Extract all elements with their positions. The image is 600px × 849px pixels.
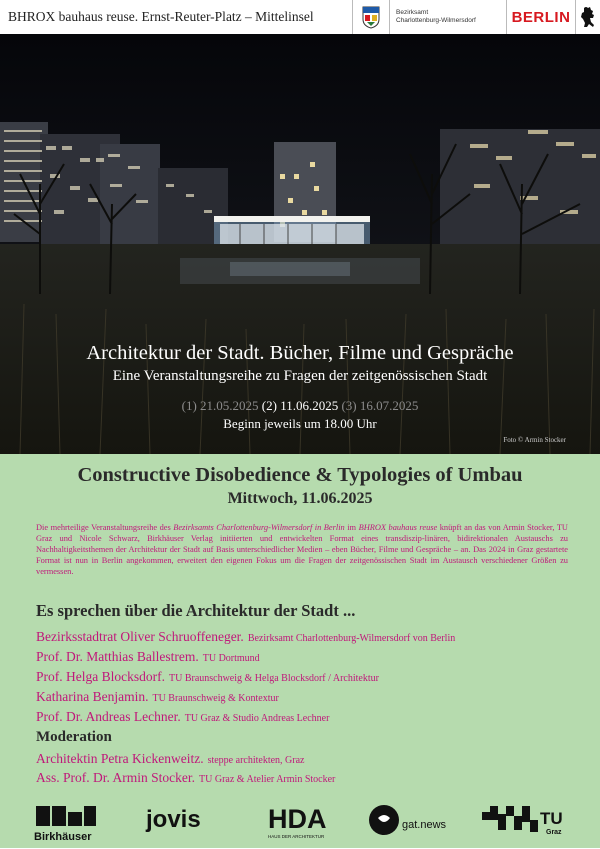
- venue-title: BHROX bauhaus reuse. Ernst-Reuter-Platz – Mittelinsel: [0, 0, 353, 34]
- speaker-name: Prof. Dr. Andreas Lechner.: [36, 709, 181, 724]
- series-dates: [0, 398, 600, 414]
- hda-logo: [268, 802, 338, 847]
- date-3: (3) 16.07.2025: [341, 398, 419, 413]
- speaker-row: [36, 668, 379, 686]
- speaker-affiliation: TU Braunschweig & Helga Blocksdorf / Architektur: [168, 673, 379, 684]
- gat-wordmark: gat.news: [402, 819, 447, 831]
- gat-logo: [368, 804, 452, 845]
- berlin-bear-icon: [576, 0, 600, 34]
- moderator-row: [36, 769, 335, 787]
- desc-part-3: knüpft an das von Armin Stocker, TU Graz und Nicole Schwarz, Birkhäuser Verlag initiierten und entwickelten Format eines transdiszip-linären, bidirektionalen Austauschs zu Nachhaltigkeitsthemen der Architektur der Stadt auf Basis unterschiedlicher Medien – eben Bücher, Filme und Gespräche – an. Das 2024 in Graz gestartete Format ist nun in Berlin angekommen, erweitert den eigenen Fokus um die Fragen der zeitgenössischen Stadt im Austausch verschiedener Größen zu vermessen.: [36, 523, 568, 576]
- desc-italic-1: Bezirksamts Charlottenburg-Wilmersdorf in Berlin: [173, 523, 345, 532]
- series-heading: Architektur der Stadt. Bücher, Filme und Gespräche: [86, 342, 514, 364]
- speaker-name: Prof. Helga Blocksdorf.: [36, 669, 165, 684]
- speaker-row: [36, 708, 329, 726]
- desc-part-1: Die mehrteilige Veranstaltungsreihe des: [36, 523, 174, 532]
- date-1: (1) 21.05.2025: [181, 398, 259, 413]
- district-office-label: [390, 0, 507, 34]
- desc-part-2: im: [344, 523, 359, 532]
- moderator-affiliation: TU Graz & Atelier Armin Stocker: [199, 774, 336, 785]
- header-photo: [0, 34, 600, 454]
- speaker-row: [36, 648, 260, 666]
- berlin-wordmark: BERLIN: [507, 0, 576, 34]
- moderation-heading: Moderation: [36, 729, 112, 745]
- tu-wordmark: TU: [540, 809, 563, 828]
- hda-wordmark: HDA: [268, 804, 327, 834]
- partner-logos: [0, 796, 600, 848]
- speaker-affiliation: TU Dortmund: [202, 653, 260, 664]
- office-line-2: Charlottenburg-Wilmersdorf: [396, 17, 476, 24]
- speaker-affiliation: Bezirksamt Charlottenburg-Wilmersdorf von Berlin: [247, 633, 456, 644]
- night-city-photo: [0, 34, 600, 454]
- speaker-affiliation: TU Braunschweig & Kontextur: [152, 693, 279, 704]
- header-bar: [0, 0, 600, 34]
- event-title: Constructive Disobedience & Typologies of Umbau: [77, 464, 523, 486]
- speakers-heading: Es sprechen über die Architektur der Stadt ...: [36, 601, 356, 620]
- series-subheading: Eine Veranstaltungsreihe zu Fragen der zeitgenössischen Stadt: [112, 368, 488, 384]
- tu-graz-logo: [480, 802, 564, 847]
- speaker-row: [36, 688, 279, 706]
- moderator-affiliation: steppe architekten, Graz: [207, 755, 305, 766]
- speaker-affiliation: TU Graz & Studio Andreas Lechner: [184, 713, 330, 724]
- moderator-name: Ass. Prof. Dr. Armin Stocker.: [36, 770, 196, 785]
- office-line-1: Bezirksamt: [396, 9, 429, 16]
- speaker-name: Prof. Dr. Matthias Ballestrem.: [36, 649, 199, 664]
- jovis-logo: jovis: [146, 806, 201, 833]
- speaker-name: Katharina Benjamin.: [36, 689, 149, 704]
- birkhauser-logo: [34, 804, 98, 849]
- date-2: (2) 11.06.2025: [261, 398, 339, 413]
- desc-italic-2: BHROX bauhaus reuse: [358, 523, 438, 532]
- event-description: [36, 522, 568, 577]
- moderator-row: [36, 750, 304, 768]
- birkhauser-wordmark: Birkhäuser: [34, 831, 92, 843]
- speaker-name: Bezirksstadtrat Oliver Schruoffeneger.: [36, 629, 244, 644]
- tu-subtitle: Graz: [546, 829, 562, 836]
- moderator-name: Architektin Petra Kickenweitz.: [36, 751, 204, 766]
- hda-subtitle: HAUS DER ARCHITEKTUR: [268, 834, 325, 839]
- start-time: Beginn jeweils um 18.00 Uhr: [223, 416, 377, 431]
- district-crest-icon: [353, 0, 390, 34]
- event-date: Mittwoch, 11.06.2025: [227, 490, 373, 507]
- speaker-row: [36, 628, 455, 646]
- photo-credit: Foto © Armin Stocker: [503, 436, 566, 444]
